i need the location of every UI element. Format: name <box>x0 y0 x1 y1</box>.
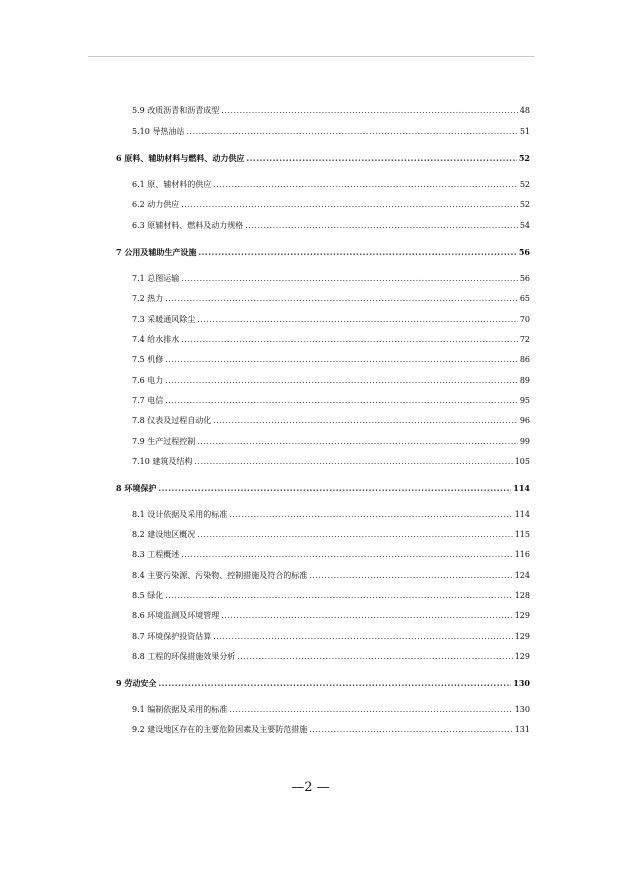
toc-entry-page: 70 <box>519 315 530 324</box>
toc-entry-label: 6 原料、辅助材料与燃料、动力供应 <box>116 153 245 163</box>
toc-entry-label: 5.10 导热油站 <box>132 127 185 136</box>
toc-leader-dots <box>309 725 512 735</box>
toc-entry-page: 56 <box>519 274 530 283</box>
toc-leader-dots <box>221 611 512 621</box>
toc-entry-page: 56 <box>518 247 530 257</box>
toc-entry-label: 8.8 工程的环保措施效果分析 <box>132 652 236 661</box>
toc-entry-page: 52 <box>519 180 530 189</box>
toc-entry[interactable] <box>132 200 530 210</box>
toc-entry-label: 5.9 改质沥青和沥青成型 <box>132 106 220 115</box>
toc-entry-page: 89 <box>519 376 530 385</box>
toc-chapter-entry[interactable] <box>116 247 530 257</box>
toc-entry-label: 8.6 环境监测及环境管理 <box>132 611 220 620</box>
toc-entry[interactable] <box>132 335 530 345</box>
toc-entry-label: 7.4 给水排水 <box>132 335 180 344</box>
toc-leader-dots <box>165 376 518 386</box>
toc-entry[interactable] <box>132 611 530 621</box>
toc-entry-page: 54 <box>519 221 530 230</box>
toc-entry-page: 128 <box>514 591 530 600</box>
toc-leader-dots <box>186 127 517 137</box>
toc-entry[interactable] <box>132 725 530 735</box>
toc-entry-label: 9 劳动安全 <box>116 678 157 688</box>
toc-entry-label: 7.9 生产过程控制 <box>132 437 196 446</box>
toc-entry-page: 130 <box>514 705 530 714</box>
toc-leader-dots <box>165 591 512 601</box>
toc-entry-page: 114 <box>514 510 530 519</box>
toc-entry-page: 124 <box>514 571 530 580</box>
toc-leader-dots <box>181 550 512 560</box>
toc-entry-page: 52 <box>519 200 530 209</box>
toc-entry-label: 7.3 采暖通风除尘 <box>132 315 196 324</box>
toc-leader-dots <box>229 510 512 520</box>
toc-entry-page: 95 <box>519 396 530 405</box>
toc-entry-label: 7.5 机修 <box>132 355 164 364</box>
toc-entry-page: 129 <box>514 611 530 620</box>
toc-entry-page: 52 <box>518 153 530 163</box>
toc-leader-dots <box>197 530 512 540</box>
toc-entry-label: 8 环境保护 <box>116 483 157 493</box>
toc-chapter-entry[interactable] <box>116 483 530 493</box>
toc-entry[interactable] <box>132 632 530 642</box>
toc-entry-label: 7.2 热力 <box>132 294 164 303</box>
toc-leader-dots <box>181 274 518 284</box>
toc-entry-label: 8.4 主要污染源、污染物、控制措施及符合的标准 <box>132 571 308 580</box>
toc-entry-label: 7.10 建筑及结构 <box>132 457 193 466</box>
toc-entry-page: 99 <box>519 437 530 446</box>
toc-entry-page: 115 <box>514 530 530 539</box>
toc-entry-page: 129 <box>514 632 530 641</box>
toc-entry-label: 7.6 电力 <box>132 376 164 385</box>
toc-entry[interactable] <box>132 106 530 116</box>
toc-entry[interactable] <box>132 294 530 304</box>
toc-entry-label: 7.7 电信 <box>132 396 164 405</box>
toc-entry-label: 7 公用及辅助生产设施 <box>116 247 197 257</box>
toc-entry[interactable] <box>132 437 530 447</box>
toc-entry[interactable] <box>132 652 530 662</box>
toc-entry-label: 9.2 建设地区存在的主要危险因素及主要防范措施 <box>132 725 308 734</box>
toc-leader-dots <box>237 652 512 662</box>
toc-leader-dots <box>197 437 518 447</box>
toc-entry-page: 96 <box>519 416 530 425</box>
page-number: —2 — <box>291 780 330 795</box>
toc-leader-dots <box>181 335 518 345</box>
toc-entry[interactable] <box>132 180 530 190</box>
toc-leader-dots <box>158 678 511 688</box>
toc-entry-page: 86 <box>519 355 530 364</box>
toc-leader-dots <box>165 396 518 406</box>
toc-entry-label: 8.1 设计依据及采用的标准 <box>132 510 228 519</box>
toc-leader-dots <box>213 632 512 642</box>
toc-entry-page: 116 <box>514 550 530 559</box>
toc-entry[interactable] <box>132 221 530 231</box>
toc-entry-page: 105 <box>514 457 530 466</box>
toc-leader-dots <box>213 416 518 426</box>
toc-entry-page: 114 <box>513 483 530 493</box>
toc-entry-label: 6.1 原、辅材料的供应 <box>132 180 212 189</box>
toc-entry[interactable] <box>132 705 530 715</box>
toc-entry[interactable] <box>132 571 530 581</box>
toc-entry[interactable] <box>132 376 530 386</box>
toc-entry[interactable] <box>132 550 530 560</box>
toc-leader-dots <box>213 180 518 190</box>
toc-entry-page: 129 <box>514 652 530 661</box>
toc-entry-label: 6.2 动力供应 <box>132 200 180 209</box>
toc-entry-label: 7.1 总图运输 <box>132 274 180 283</box>
toc-entry-label: 9.1 编制依据及采用的标准 <box>132 705 228 714</box>
toc-entry-label: 8.3 工程概述 <box>132 550 180 559</box>
toc-leader-dots <box>165 355 518 365</box>
toc-entry-label: 7.8 仪表及过程自动化 <box>132 416 212 425</box>
toc-entry[interactable] <box>132 457 530 467</box>
toc-leader-dots <box>194 457 512 467</box>
toc-entry[interactable] <box>132 510 530 520</box>
toc-leader-dots <box>165 294 518 304</box>
toc-entry-page: 131 <box>514 725 530 734</box>
toc-entry[interactable] <box>132 127 530 137</box>
toc-entry-label: 8.2 建设地区概况 <box>132 530 196 539</box>
toc-entry[interactable] <box>132 396 530 406</box>
toc-entry[interactable] <box>132 530 530 540</box>
toc-chapter-entry[interactable] <box>116 153 530 163</box>
toc-entry[interactable] <box>132 274 530 284</box>
toc-leader-dots <box>245 221 518 231</box>
toc-entry[interactable] <box>132 416 530 426</box>
toc-leader-dots <box>181 200 518 210</box>
toc-entry-label: 8.5 绿化 <box>132 591 164 600</box>
toc-entry-page: 72 <box>519 335 530 344</box>
toc-entry[interactable] <box>132 355 530 365</box>
toc-leader-dots <box>158 483 511 493</box>
toc-leader-dots <box>229 705 512 715</box>
toc-chapter-entry[interactable] <box>116 678 530 688</box>
toc-entry[interactable] <box>132 591 530 601</box>
toc-leader-dots <box>221 106 518 116</box>
toc-entry-page: 130 <box>513 678 530 688</box>
toc-entry-label: 8.7 环境保护投资估算 <box>132 632 212 641</box>
toc-leader-dots <box>198 247 517 257</box>
toc-leader-dots <box>197 315 518 325</box>
toc-leader-dots <box>246 153 517 163</box>
toc-entry-page: 51 <box>519 127 530 136</box>
toc-leader-dots <box>309 571 512 581</box>
toc-entry-page: 48 <box>519 106 530 115</box>
toc-entry[interactable] <box>132 315 530 325</box>
toc-entry-page: 65 <box>519 294 530 303</box>
toc-entry-label: 6.3 原辅材料、燃料及动力规格 <box>132 221 244 230</box>
